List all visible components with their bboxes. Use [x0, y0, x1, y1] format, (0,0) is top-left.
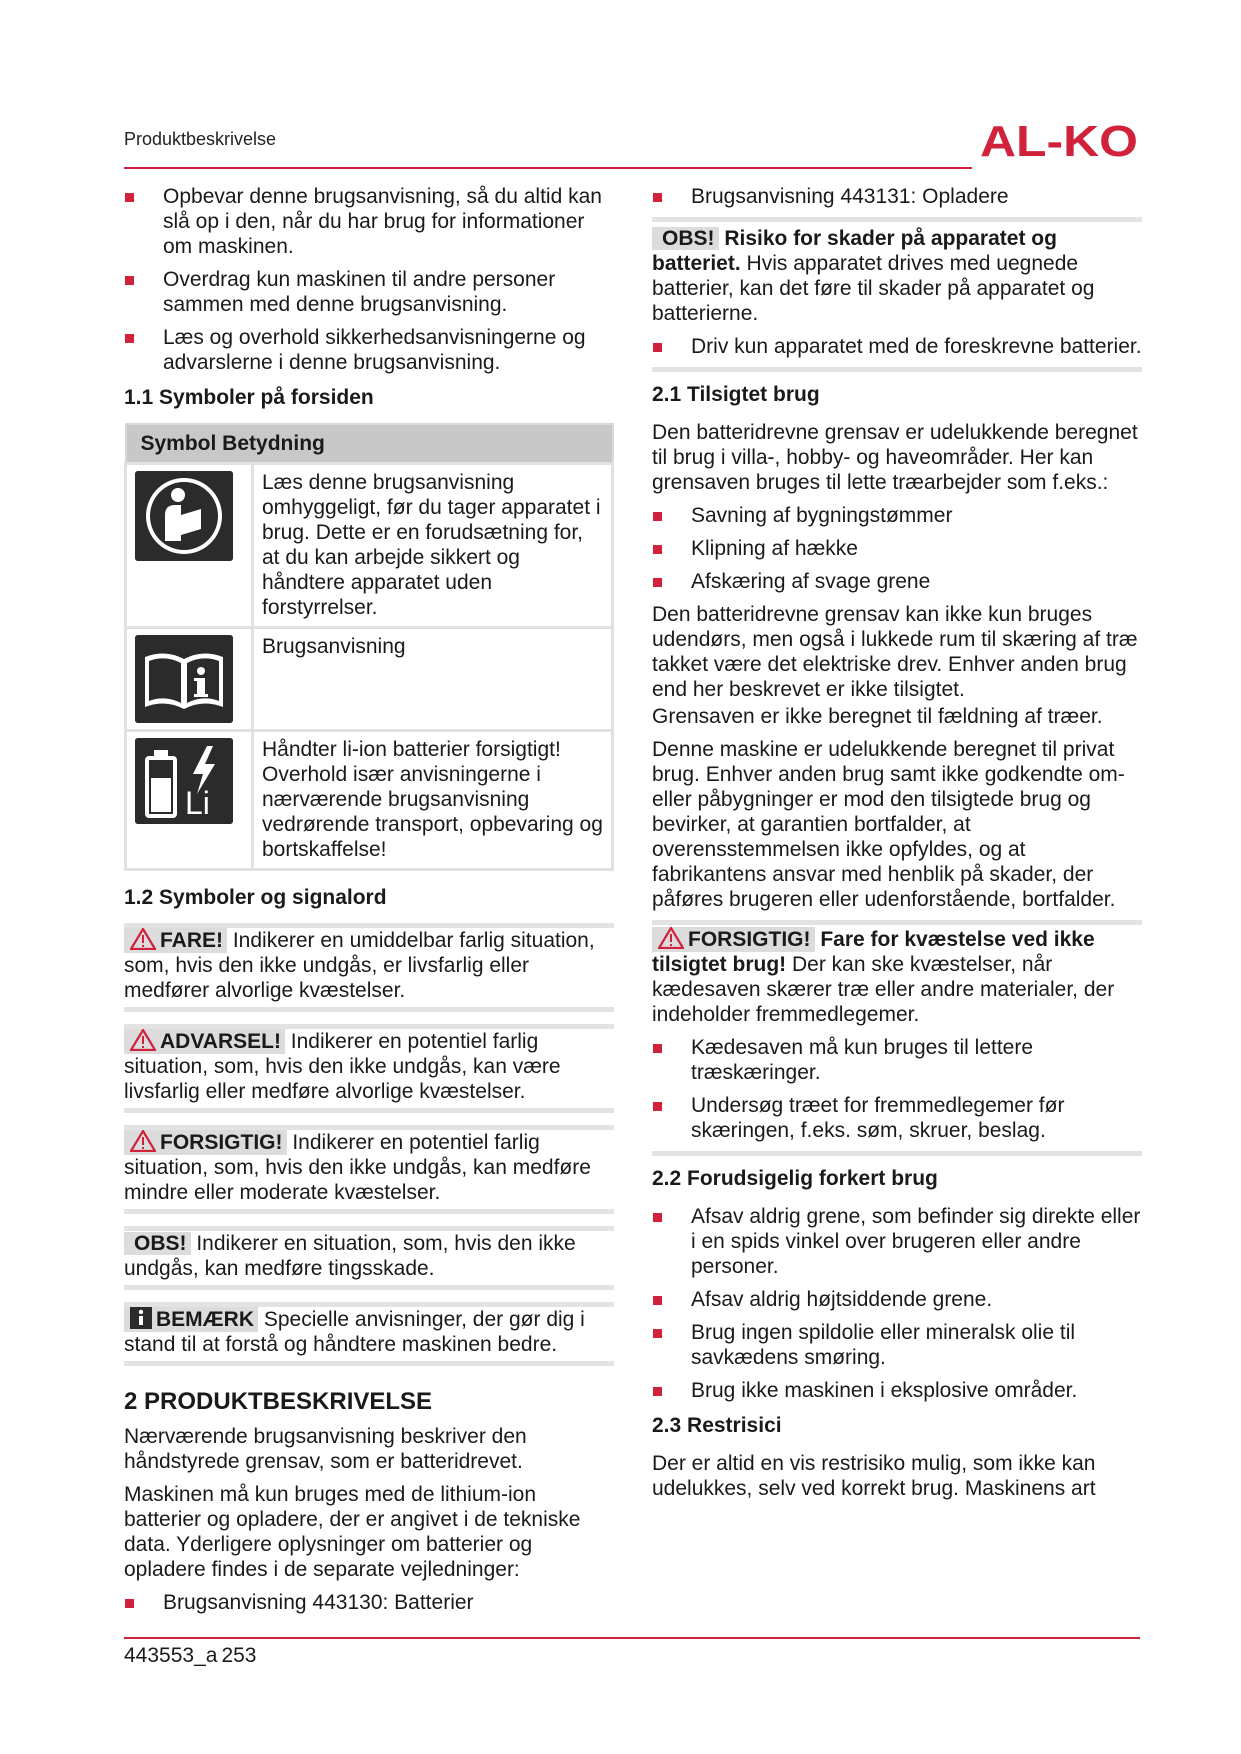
- heading-2-2: 2.2 Forudsigelig forkert brug: [652, 1167, 938, 1190]
- signal-word: OBS!: [124, 1232, 191, 1255]
- warning-triangle-icon: [658, 927, 684, 949]
- list-item: Brugsanvisning 443130: Batterier: [124, 1590, 614, 1615]
- list-item: Brug ingen spildolie eller mineralsk olie til savkædens smøring.: [652, 1320, 1142, 1370]
- list-item: Afsav aldrig grene, som befinder sig direkte eller i en spids vinkel over brugeren eller andre personer.: [652, 1204, 1142, 1279]
- notice-bullets: [652, 1035, 1142, 1156]
- notice-forsigtig-misuse: [652, 920, 1142, 1156]
- symbol-table: [124, 423, 614, 871]
- symbol-table-header: Symbol Betydning: [126, 424, 613, 464]
- notice-bold: Fare for kvæstelse ved ikke tilsigtet brug!: [652, 928, 1095, 976]
- heading-2-3: 2.3 Restrisici: [652, 1414, 782, 1437]
- heading-2-1: 2.1 Tilsigtet brug: [652, 383, 820, 406]
- list-item: Driv kun apparatet med de foreskrevne batterier.: [652, 334, 1142, 359]
- page-footer: [124, 1643, 260, 1668]
- notice-obs-battery: [652, 217, 1142, 372]
- signal-tag: [124, 1130, 287, 1155]
- document-number: 443553_a: [124, 1644, 218, 1667]
- list-item: Opbevar denne brugsanvisning, så du altid kan slå op i den, når du har brug for informationer om maskinen.: [124, 184, 614, 259]
- notice-bold: Risiko for skader på apparatet og batteriet.: [652, 227, 1057, 275]
- heading-1-1: 1.1 Symboler på forsiden: [124, 386, 374, 409]
- notice-text: Der kan ske kvæstelser, når kædesaven skærer træ eller andre materialer, der indeholder fremmedlegemer.: [652, 953, 1115, 1026]
- alko-logo-text: AL-KO: [980, 118, 1138, 162]
- notice-bemaerk: [124, 1302, 614, 1366]
- li-ion-battery-icon: [135, 738, 233, 824]
- symbol-description: Brugsanvisning: [253, 628, 613, 731]
- header-rule: [124, 167, 972, 169]
- notice-fare: [124, 923, 614, 1012]
- notice-text: Specielle anvisninger, der gør dig i stand til at forstå og håndtere maskinen bedre.: [124, 1308, 585, 1356]
- notice-forsigtig: [124, 1125, 614, 1214]
- right-column: [652, 184, 1142, 1509]
- signal-word: BEMÆRK: [156, 1308, 254, 1331]
- symbol-description: Håndter li-ion batterier forsigtigt! Overhold især anvisningerne i nærværende brugsanvisning vedrørende transport, opbevaring og bortskaffelse!: [253, 731, 613, 870]
- notice-text: Indikerer en potentiel farlig situation, som, hvis den ikke undgås, kan medføre mindre eller moderate kvæstelser.: [124, 1131, 591, 1204]
- paragraph: Grensaven er ikke beregnet til fældning af træer.: [652, 705, 1103, 728]
- list-item: Læs og overhold sikkerhedsanvisningerne og advarslerne i denne brugsanvisning.: [124, 325, 614, 375]
- table-row: [126, 731, 613, 870]
- signal-word: FORSIGTIG!: [688, 928, 811, 951]
- list-item: Kædesaven må kun bruges til lettere træskæringer.: [652, 1035, 1142, 1085]
- table-row: [126, 464, 613, 628]
- heading-2: 2 PRODUKTBESKRIVELSE: [124, 1388, 433, 1415]
- signal-tag: [652, 927, 815, 952]
- signal-word: OBS!: [652, 227, 719, 250]
- warning-triangle-icon: [130, 1130, 156, 1152]
- list-item: Klipning af hække: [652, 536, 1142, 561]
- notice-text: Indikerer en umiddelbar farlig situation, som, hvis den ikke undgås, er livsfarlig eller medfører alvorlige kvæstelser.: [124, 929, 595, 1002]
- left-column: [124, 184, 614, 1623]
- list-item: Brugsanvisning 443131: Opladere: [652, 184, 1142, 209]
- paragraph: Der er altid en vis restrisiko mulig, som ikke kan udelukkes, selv ved korrekt brug. Maskinens art: [652, 1452, 1096, 1500]
- signal-word: ADVARSEL!: [160, 1030, 281, 1053]
- paragraph: Denne maskine er udelukkende beregnet til privat brug. Enhver anden brug samt ikke godkendte om- eller påbygninger er mod den tilsigtede brug og bevirker, at garantien bortfalder, at overensstemmelsen ikke opfyldes, og at fabrikantens ansvar med henblik på skader, der påføres brugeren eller udenforstående, bortfalder.: [652, 738, 1125, 911]
- signal-tag: [124, 1029, 285, 1054]
- footer-rule: [124, 1637, 1140, 1639]
- notice-obs: [124, 1226, 614, 1290]
- intro-bullets: [124, 184, 614, 375]
- signal-word: FARE!: [160, 929, 223, 952]
- list-item: Savning af bygningstømmer: [652, 503, 1142, 528]
- signal-tag: [124, 1307, 258, 1332]
- notice-text: Indikerer en situation, som, hvis den ikke undgås, kan medføre tingsskade.: [124, 1232, 576, 1280]
- paragraph: Nærværende brugsanvisning beskriver den håndstyrede grensav, som er batteridrevet.: [124, 1425, 527, 1473]
- alko-logo: [980, 118, 1140, 162]
- info-icon: [130, 1307, 152, 1329]
- list-item: Undersøg træet for fremmedlegemer før skæringen, f.eks. søm, skruer, beslag.: [652, 1093, 1142, 1143]
- warning-triangle-icon: [130, 928, 156, 950]
- notice-text: Hvis apparatet drives med uegnede batterier, kan det føre til skader på apparatet og batterierne.: [652, 252, 1095, 325]
- table-row: [126, 628, 613, 731]
- intended-uses: [652, 503, 1142, 594]
- notice-text: Indikerer en potentiel farlig situation, som, hvis den ikke undgås, kan være livsfarlig eller medføre alvorlige kvæstelser.: [124, 1030, 561, 1103]
- list-item: Afsav aldrig højtsiddende grene.: [652, 1287, 1142, 1312]
- list-item: Afskæring af svage grene: [652, 569, 1142, 594]
- list-item: Overdrag kun maskinen til andre personer sammen med denne brugsanvisning.: [124, 267, 614, 317]
- paragraph: Den batteridrevne grensav kan ikke kun bruges udendørs, men også i lukkede rum til skæring af træ takket være det elektriske drev. Enhver anden brug end her beskrevet er ikke tilsigtet.: [652, 603, 1138, 701]
- paragraph: Maskinen må kun bruges med de lithium-ion batterier og opladere, der er angivet i de tekniske data. Yderligere oplysninger om batterier og opladere findes i de separate vejledninger:: [124, 1483, 581, 1581]
- running-header: Produktbeskrivelse: [124, 129, 277, 149]
- li-label: Li: [185, 785, 210, 821]
- heading-1-2: 1.2 Symboler og signalord: [124, 886, 387, 909]
- manual-list: [652, 184, 1142, 209]
- warning-triangle-icon: [130, 1029, 156, 1051]
- misuse-list: [652, 1204, 1142, 1403]
- symbol-description: Læs denne brugsanvisning omhyggeligt, før du tager apparatet i brug. Dette er en forudsætning for, at du kan arbejde sikkert og håndtere apparatet uden forstyrrelser.: [253, 464, 613, 628]
- paragraph: Den batteridrevne grensav er udelukkende beregnet til brug i villa-, hobby- og haveområder. Her kan grensaven bruges til lette træarbejder som f.eks.:: [652, 421, 1138, 494]
- manual-list: [124, 1590, 614, 1615]
- read-manual-icon: [135, 471, 233, 561]
- notice-bullets: [652, 334, 1142, 372]
- manual-info-icon: [135, 635, 233, 723]
- signal-word: FORSIGTIG!: [160, 1131, 283, 1154]
- notice-advarsel: [124, 1024, 614, 1113]
- signal-tag: [124, 928, 227, 953]
- page-number: 253: [221, 1644, 257, 1667]
- list-item: Brug ikke maskinen i eksplosive områder.: [652, 1378, 1142, 1403]
